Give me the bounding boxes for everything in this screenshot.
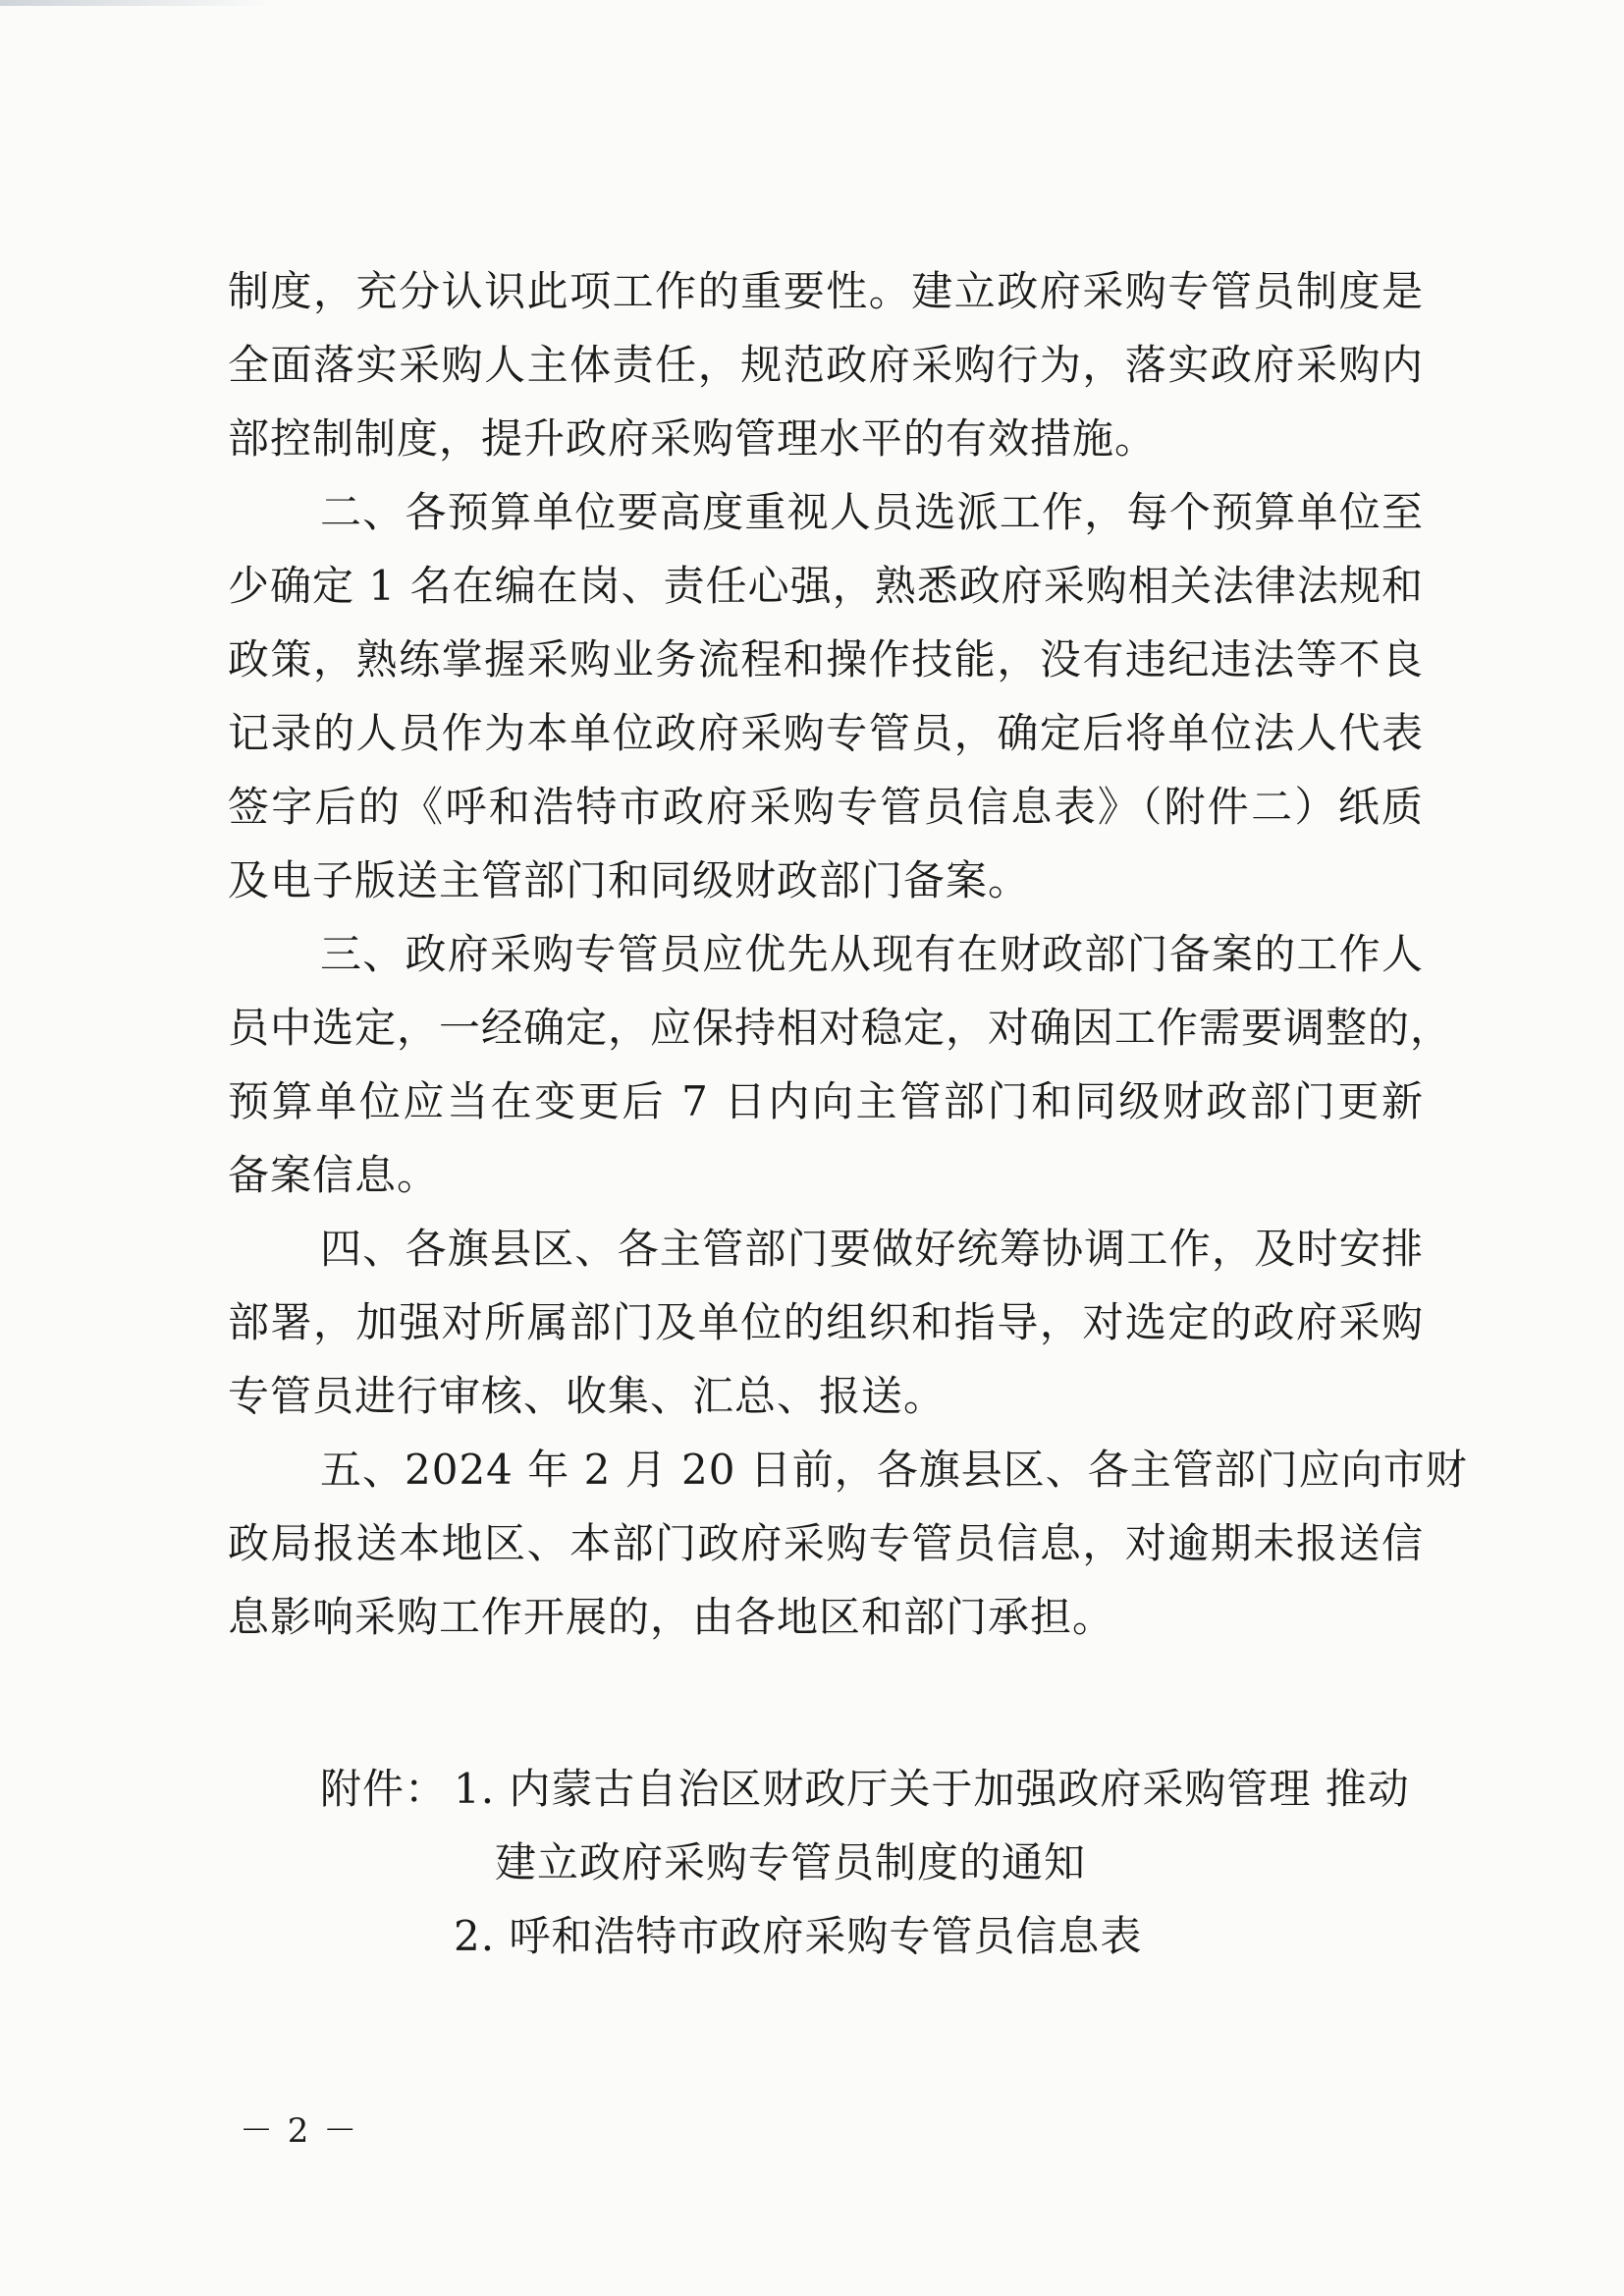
body-line-11: 员中选定，一经确定，应保持相对稳定，对确因工作需要调整的，: [228, 1004, 1453, 1052]
body-line-17: 五、2024 年 2 月 20 日前，各旗县区、各主管部门应向市财: [320, 1446, 1468, 1494]
attachment-1-line-1: 1. 内蒙古自治区财政厅关于加强政府采购管理 推动: [454, 1765, 1410, 1813]
body-line-13: 备案信息。: [228, 1151, 440, 1199]
body-line-6: 政策，熟练掌握采购业务流程和操作技能，没有违纪违法等不良: [228, 635, 1424, 683]
body-line-7: 记录的人员作为本单位政府采购专管员，确定后将单位法人代表: [228, 709, 1424, 757]
body-line-15: 部署，加强对所属部门及单位的组织和指导，对选定的政府采购: [228, 1298, 1424, 1346]
attachment-2: 2. 呼和浩特市政府采购专管员信息表: [454, 1912, 1143, 1960]
body-line-3: 部控制制度，提升政府采购管理水平的有效措施。: [228, 414, 1158, 463]
body-line-19: 息影响采购工作开展的，由各地区和部门承担。: [228, 1593, 1115, 1641]
body-line-2: 全面落实采购人主体责任，规范政府采购行为，落实政府采购内: [228, 341, 1424, 389]
body-line-16: 专管员进行审核、收集、汇总、报送。: [228, 1372, 947, 1420]
body-line-14: 四、各旗县区、各主管部门要做好统筹协调工作，及时安排: [320, 1225, 1424, 1273]
attachments-label: 附件：: [320, 1765, 448, 1813]
attachment-1-line-2: 建立政府采购专管员制度的通知: [495, 1838, 1087, 1886]
body-line-10: 三、政府采购专管员应优先从现有在财政部门备案的工作人: [320, 930, 1424, 978]
body-line-18: 政局报送本地区、本部门政府采购专管员信息，对逾期未报送信: [228, 1519, 1424, 1567]
scan-edge-mark: [0, 0, 275, 6]
page-number: － 2 －: [240, 2111, 359, 2151]
body-line-8: 签字后的《呼和浩特市政府采购专管员信息表》（附件二）纸质: [228, 783, 1424, 831]
body-line-5: 少确定 1 名在编在岗、责任心强，熟悉政府采购相关法律法规和: [228, 562, 1424, 610]
body-line-12: 预算单位应当在变更后 7 日内向主管部门和同级财政部门更新: [228, 1077, 1424, 1125]
body-line-4: 二、各预算单位要高度重视人员选派工作，每个预算单位至: [320, 488, 1424, 536]
body-line-9: 及电子版送主管部门和同级财政部门备案。: [228, 856, 1031, 904]
body-line-1: 制度，充分认识此项工作的重要性。建立政府采购专管员制度是: [228, 267, 1424, 315]
